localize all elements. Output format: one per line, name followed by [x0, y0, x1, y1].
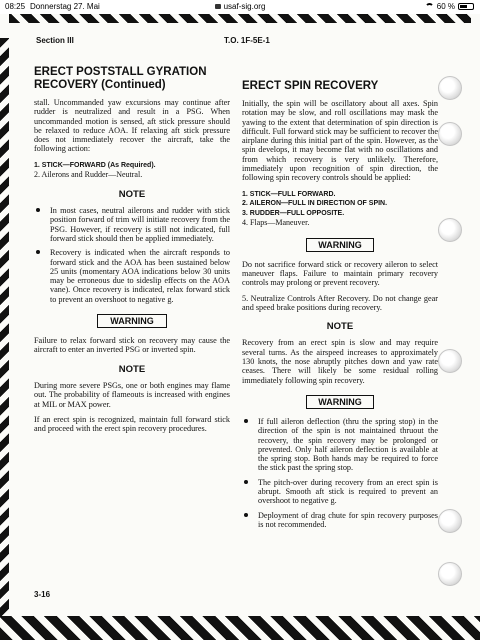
- right-intro: Initially, the spin will be oscillatory about all axes. Spin rotation may be slow, and roll oscillations may mask the yawing to the extent that determination of spin direction is difficult. Full forward stick may be sufficient to recover the airplane during this initial part of the spin. However, as the spin develops, it may become flat with no oscillations and from which recovery is very unlikely. Therefore, immediately upon recognition of spin direction, the following spin recovery controls should be applied:: [242, 99, 438, 183]
- binder-hole-icon: [438, 218, 462, 242]
- warning-heading: WARNING: [306, 238, 374, 252]
- binder-hole-icon: [438, 509, 462, 533]
- note-heading: NOTE: [118, 188, 146, 200]
- status-date: Donnerstag 27. Mai: [30, 2, 100, 11]
- document-page[interactable]: [0, 14, 480, 640]
- right-step-2: 2. AILERON—FULL IN DIRECTION OF SPIN.: [242, 200, 388, 208]
- hazard-stripe-left: [0, 38, 9, 634]
- battery-level: [460, 5, 467, 8]
- note-bullet-text: In most cases, neutral ailerons and rudder with stick position forward of trim will initiate recovery from the PSG. However, if recovery is still not indicated, full forward stick should then be applied immediately.: [50, 206, 230, 243]
- left-column: [34, 66, 230, 433]
- warning-bullet-text: The pitch-over during recovery from an erect spin is abrupt. Smooth aft stick is required to prevent an overshoot to negative g.: [258, 477, 438, 506]
- page-number: 3-16: [34, 590, 51, 599]
- list-item: [34, 248, 230, 304]
- note-text: During more severe PSGs, one or both engines may flame out. The probability of flameouts is increased with engines at MIL or MAX power.: [34, 380, 230, 409]
- binder-hole-icon: [438, 562, 462, 586]
- binder-hole-icon: [438, 122, 462, 146]
- right-step-3: 3. RUDDER—FULL OPPOSITE.: [242, 209, 345, 217]
- bullet-icon: [36, 250, 40, 254]
- warning-heading: WARNING: [306, 395, 374, 409]
- wifi-icon: [425, 3, 434, 10]
- to-number: T.O. 1F-5E-1: [224, 36, 270, 45]
- binder-hole-icon: [438, 349, 462, 373]
- list-item: [242, 417, 438, 473]
- hazard-stripe-bottom: [0, 616, 480, 640]
- note-text: Recovery from an erect spin is slow and may require several turns. As the airspeed increases to approximately 130 knots, the nose abruptly pitches down and yaw rate ceases. There will likely be some residual rolling immediately following spin recovery.: [242, 338, 438, 385]
- note-bullets: [34, 206, 230, 304]
- section-label: Section III: [36, 36, 74, 45]
- note-bullet-text: Recovery is indicated when the aircraft responds to forward stick and the AOA has been sustained below 25 units (momentary AOA indications below 30 units may be erroneous due to sideslip effects on the AOA vane). Once recovery is indicated, relax forward stick to prevent an overshoot to negative g.: [50, 248, 230, 304]
- warning-bullet-text: Deployment of drag chute for spin recovery purposes is not recommended.: [258, 510, 438, 529]
- binder-hole-icon: [438, 76, 462, 100]
- right-title: ERECT SPIN RECOVERY: [242, 80, 379, 92]
- list-item: [34, 206, 230, 243]
- battery-icon: [458, 3, 474, 10]
- warning-bullet-text: If full aileron deflection (thru the spring stop) in the direction of the spin is not maintained thruout the recovery, the spin recovery may be prolonged or prevented. Only half aileron deflection is available at the spring stop. Both hands may be required to force the stick past the spring stop.: [258, 416, 438, 473]
- warning-bullets: [242, 417, 438, 529]
- right-step-4: 4. Flaps—Maneuver.: [242, 218, 310, 228]
- battery-percent: 60 %: [436, 2, 455, 11]
- right-column: [242, 66, 438, 534]
- bullet-icon: [244, 480, 248, 484]
- bullet-icon: [244, 419, 248, 423]
- note-heading: NOTE: [118, 363, 146, 375]
- warning-heading: WARNING: [97, 314, 167, 328]
- url-display[interactable]: [0, 2, 480, 11]
- list-item: [242, 511, 438, 530]
- bullet-icon: [36, 208, 40, 212]
- hazard-stripe-top: [9, 14, 471, 23]
- left-title-line2: RECOVERY (Continued): [34, 79, 166, 91]
- left-closing: If an erect spin is recognized, maintain full forward stick and proceed with the erect spin recovery procedures.: [34, 414, 230, 434]
- page-header: [36, 36, 440, 48]
- status-right: [425, 2, 474, 11]
- left-action-list: [34, 161, 230, 180]
- lock-icon: [215, 4, 221, 9]
- list-item: [242, 478, 438, 506]
- url-text: usaf-sig.org: [223, 2, 266, 11]
- left-title-line1: ERECT POSTSTALL GYRATION: [34, 66, 207, 78]
- left-step-1: 1. STICK—FORWARD (As Required).: [34, 161, 156, 169]
- warning-text: Failure to relax forward stick on recovery may cause the aircraft to enter an inverted PSG or inverted spin.: [34, 336, 230, 355]
- note-heading: NOTE: [326, 321, 354, 333]
- left-step-2: 2. Ailerons and Rudder—Neutral.: [34, 170, 143, 180]
- left-intro: stall. Uncommanded yaw excursions may continue after rudder is neutralized and result in a PSG. When uncommanded motion is sensed, aft stick pressure should be relaxed to reduce AOA. If relaxing aft stick pressure does not immediately recover the aircraft, take the following action:: [34, 98, 230, 154]
- right-step-1: 1. STICK—FULL FORWARD.: [242, 190, 336, 198]
- bullet-icon: [244, 513, 248, 517]
- right-action-list: [242, 190, 438, 228]
- right-step-5: 5. Neutralize Controls After Recovery. Do not change gear and speed brake positions during recovery.: [242, 293, 438, 312]
- status-bar: [0, 0, 480, 14]
- status-time: 08:25: [5, 2, 26, 11]
- warning-text: Do not sacrifice forward stick or recovery aileron to select maneuver flaps. Failure to maintain primary recovery controls may prolong or prevent recovery.: [242, 259, 438, 288]
